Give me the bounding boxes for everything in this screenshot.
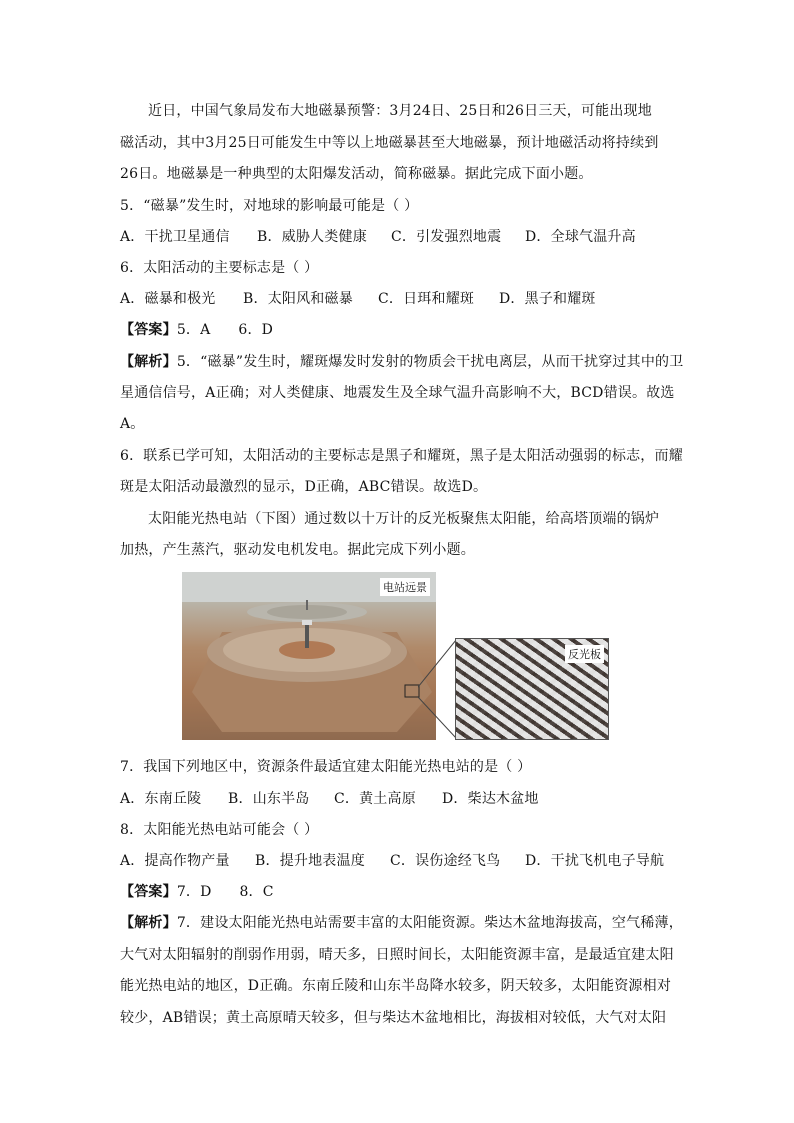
option-c: C．误伤途经飞鸟 xyxy=(390,853,501,869)
option-b: B．太阳风和磁暴 xyxy=(243,291,353,307)
explanation-1-line-2: 星通信信号，A正确；对人类健康、地震发生及全球气温升高影响不大，BCD错误。故选 xyxy=(120,385,675,401)
question-8-stem: 8．太阳能光热电站可能会（ ） xyxy=(120,822,319,838)
answer-label: 【答案】 xyxy=(120,884,177,900)
explanation-text: 7．建设太阳能光热电站需要丰富的太阳能资源。柴达木盆地海拔高，空气稀薄， xyxy=(176,915,683,931)
answer-line-2 xyxy=(120,882,274,902)
option-a: A．干扰卫星通信 xyxy=(120,229,230,245)
question-8-options xyxy=(120,851,664,871)
option-d: D．干扰飞机电子导航 xyxy=(525,853,665,869)
option-c: C．日珥和耀斑 xyxy=(378,291,475,307)
power-plant-illustration xyxy=(182,572,436,740)
option-d: D．柴达木盆地 xyxy=(442,791,539,807)
option-a: A．东南丘陵 xyxy=(120,791,202,807)
option-d: D．全球气温升高 xyxy=(525,229,636,245)
explanation-label: 【解析】 xyxy=(120,354,177,370)
explanation-1-line-1 xyxy=(120,352,683,372)
answer-text: 5．A 6．D xyxy=(176,322,274,338)
intro1-line-1: 近日，中国气象局发布大地磁暴预警：3月24日、25日和26日三天，可能出现地 xyxy=(148,103,652,119)
question-7-options xyxy=(120,789,539,809)
explanation-label: 【解析】 xyxy=(120,915,177,931)
explanation-text: 5．“磁暴”发生时，耀斑爆发时发射的物质会干扰电离层，从而干扰穿过其中的卫 xyxy=(176,354,684,370)
answer-label: 【答案】 xyxy=(120,322,177,338)
option-c: C．引发强烈地震 xyxy=(391,229,502,245)
question-6-options xyxy=(120,289,596,309)
question-5-stem: 5．“磁暴”发生时，对地球的影响最可能是（ ） xyxy=(120,198,419,214)
option-a: A．提高作物产量 xyxy=(120,853,230,869)
question-6-stem: 6．太阳活动的主要标志是（ ） xyxy=(120,260,319,276)
explanation-2-line-2: 大气对太阳辐射的削弱作用弱，晴天多，日照时间长，太阳能资源丰富，是最适宜建太阳 xyxy=(120,947,674,963)
explanation-2-line-3: 能光热电站的地区，D正确。东南丘陵和山东半岛降水较多，阴天较多，太阳能资源相对 xyxy=(120,978,672,994)
figure-label-main: 电站远景 xyxy=(380,578,430,596)
intro2-line-1: 太阳能光热电站（下图）通过数以十万计的反光板聚焦太阳能，给高塔顶端的锅炉 xyxy=(148,511,660,527)
question-7-stem: 7．我国下列地区中，资源条件最适宜建太阳能光热电站的是（ ） xyxy=(120,759,532,775)
explanation-2-line-4: 较少，AB错误；黄土高原晴天较多，但与柴达木盆地相比，海拔相对较低，大气对太阳 xyxy=(120,1010,667,1026)
zoom-connector xyxy=(418,640,458,740)
option-c: C．黄土高原 xyxy=(334,791,416,807)
option-b: B．提升地表温度 xyxy=(255,853,365,869)
answer-text: 7．D 8．C xyxy=(176,884,274,900)
answer-line-1 xyxy=(120,320,273,340)
option-d: D．黑子和耀斑 xyxy=(499,291,596,307)
explanation-2-line-1 xyxy=(120,913,683,933)
figure-label-zoom: 反光板 xyxy=(565,645,604,663)
option-b: B．威胁人类健康 xyxy=(257,229,367,245)
option-b: B．山东半岛 xyxy=(228,791,310,807)
intro2-line-2: 加热，产生蒸汽，驱动发电机发电。据此完成下列小题。 xyxy=(120,542,475,558)
explanation-1-line-3: A。 xyxy=(120,416,145,432)
question-5-options xyxy=(120,227,636,247)
reflector-closeup-photo xyxy=(455,638,609,740)
explanation-1-line-5: 斑是太阳活动最激烈的显示，D正确，ABC错误。故选D。 xyxy=(120,479,488,495)
explanation-1-line-4: 6．联系已学可知，太阳活动的主要标志是黑子和耀斑，黑子是太阳活动强弱的标志，而耀 xyxy=(120,448,683,464)
power-plant-photo xyxy=(182,572,436,740)
intro1-line-2: 磁活动，其中3月25日可能发生中等以上地磁暴甚至大地磁暴，预计地磁活动将持续到 xyxy=(120,135,659,151)
intro1-line-3: 26日。地磁暴是一种典型的太阳爆发活动，简称磁暴。据此完成下面小题。 xyxy=(120,166,593,182)
option-a: A．磁暴和极光 xyxy=(120,291,216,307)
